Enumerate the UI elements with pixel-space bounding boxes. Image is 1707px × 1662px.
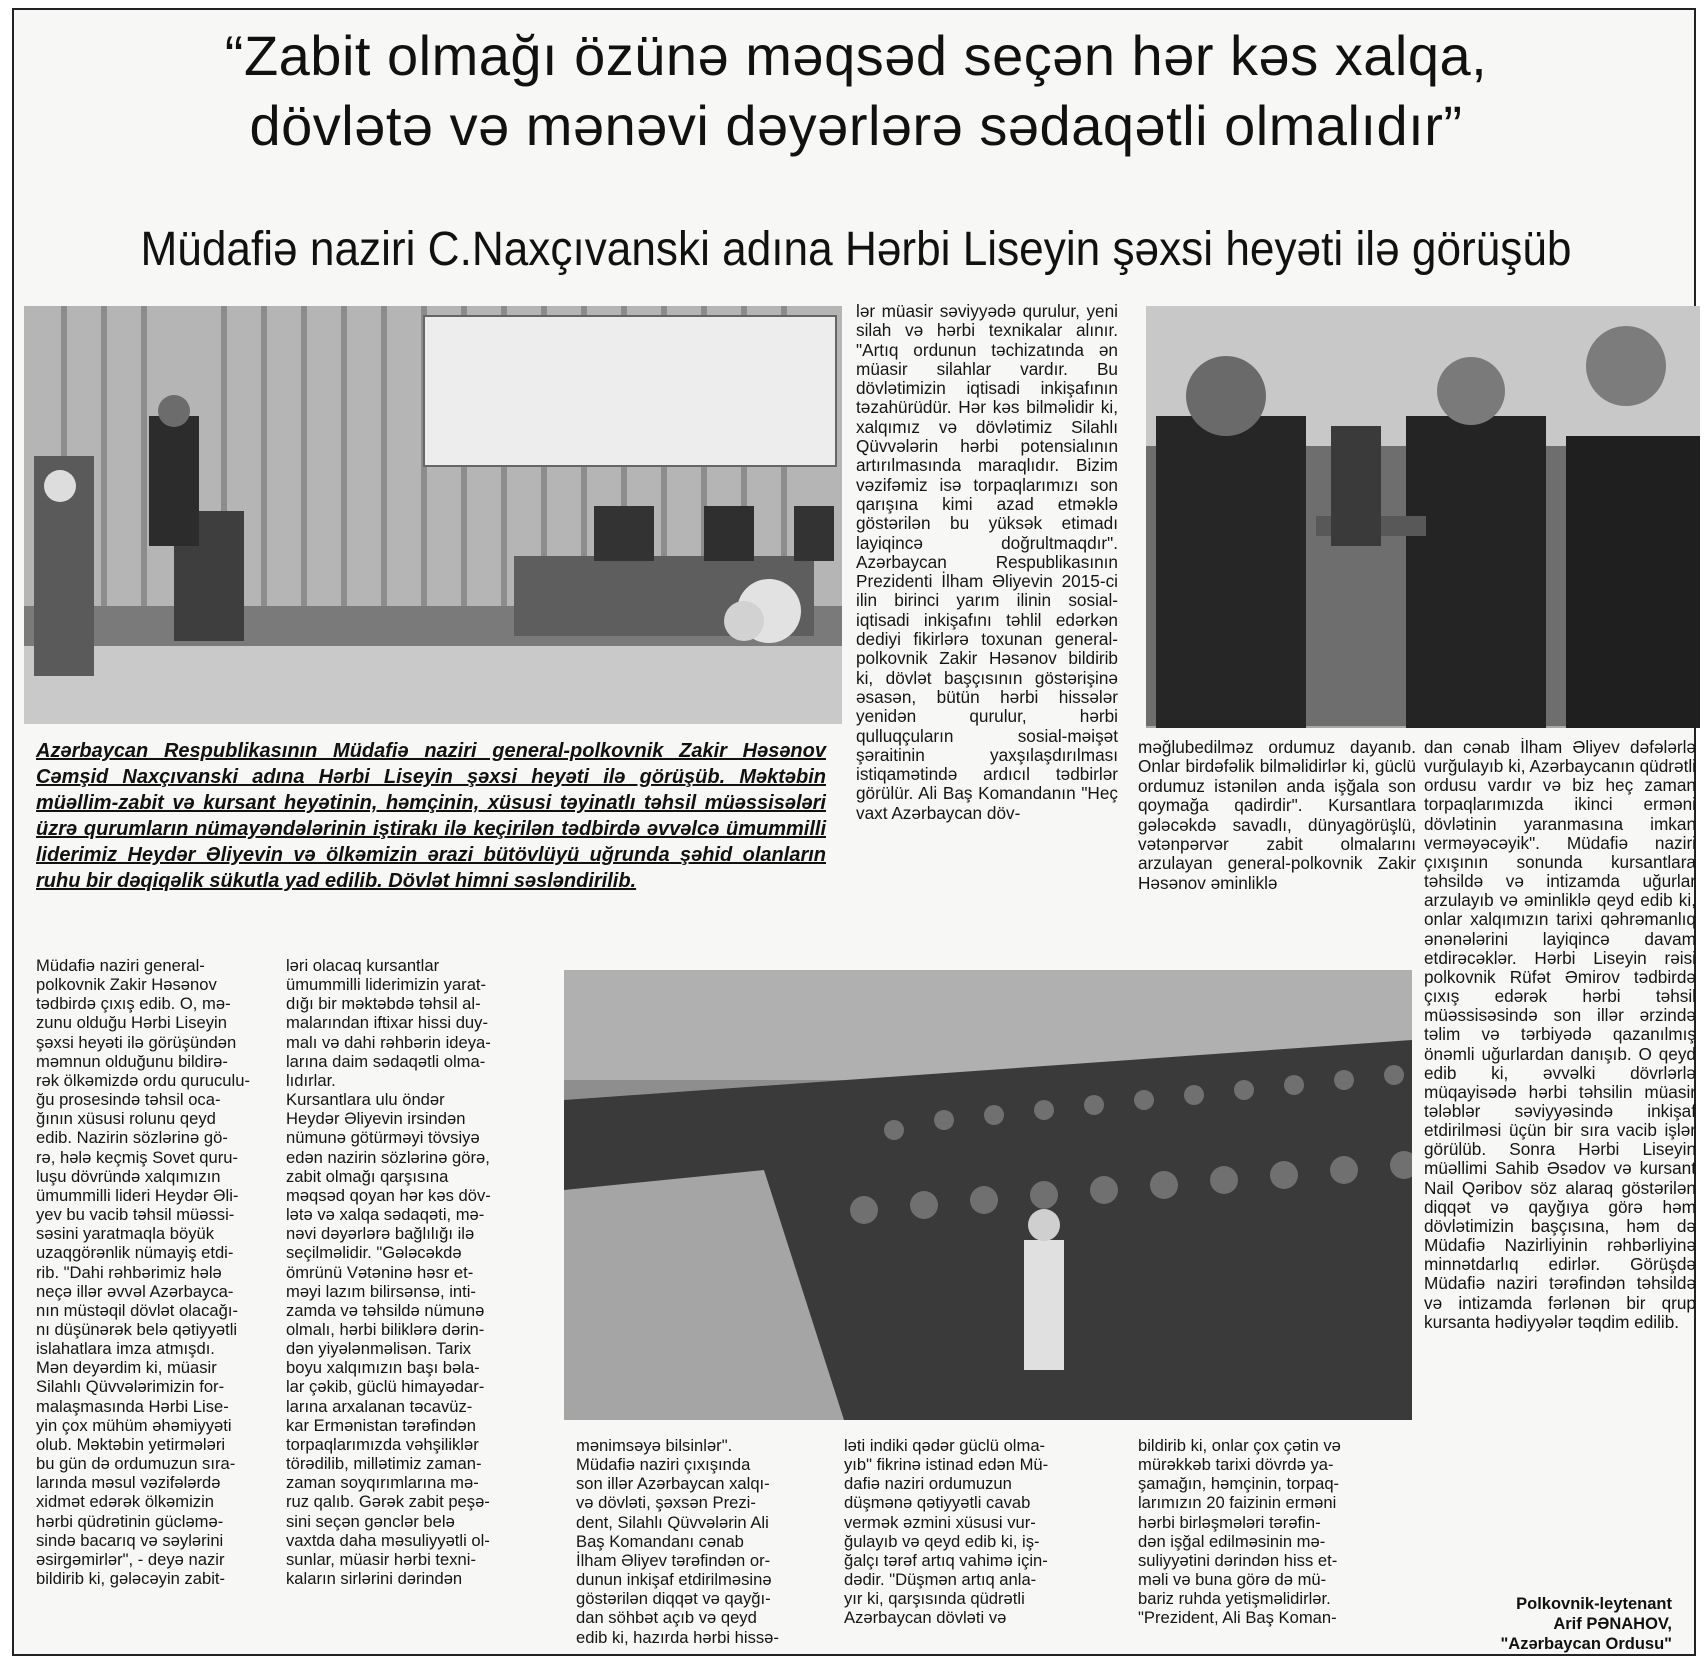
- headline-line-2: dövlətə və mənəvi dəyərlərə sədaqətli olmalıdır”: [249, 94, 1463, 157]
- photo-assembly-crowd: [564, 970, 1412, 1420]
- byline-name: Arif PƏNAHOV,: [1553, 1615, 1672, 1633]
- article-column-middle-top: lər müasir səviyyədə qurulur, yeni silah və hərbi texnikalar alınır. "Artıq ordunun təchizatında ən müasir silahlar vardır. Bu dövlətimizin iqtisadi inkişafının təzahürüdür. Hər kəs bilməlidir ki, xalqımız və dövlətimiz Silahlı Qüvvələrin hərbi potensialının artırılmasında maraqlıdır. Bizim vəzifəmiz isə torpaqlarımızı son qarışına kimi azad etməklə göstərilən bu yüksək etimadı layiqincə doğrultmaqdır". Azərbaycan Respublikasının Prezidenti İlham Əliyevin 2015-ci ilin birinci yarım ilinin sosial-iqtisadi inkişafını təhlil edərkən dediyi fikirlərə toxunan general-polkovnik Zakir Həsənov bildirib ki, dövlət başçısının göstərişinə əsasən, bütün hərbi hissələr yenidən qurulur, hərbi qulluqçuların sosial-məişət şəraitinin yaxşılaşdırılması istiqamətində ardıcıl tədbirlər görülür. Ali Baş Komandanın "Heç vaxt Azərbaycan döv-: [856, 302, 1118, 823]
- article-column-right-a: məğlubedilməz ordumuz dayanıb. Onlar birdəfəlik bilməlidirlər ki, güclü ordumuz istənilən anda işğala son qoymağa qadirdir". Kursantlara gələcəkdə savadlı, dünyagörüşlü, vətənpərvər zabit olmalarını arzulayan general-polkovnik Zakir Həsənov əminliklə: [1138, 738, 1416, 893]
- byline-paper: "Azərbaycan Ordusu": [1500, 1635, 1672, 1653]
- article-column-1: Müdafiə naziri general- polkovnik Zakir Həsənov tədbirdə çıxış edib. O, mə- zunu olduğu Hərbi Liseyin şəxsi heyəti ilə görüşündən məmnun olduğunu bildirə- rək ölkəmizdə ordu quruculu- ğu prosesində təhsil oca- ğının xüsusi rolunu qeyd edib. Nazirin sözlərinə gö- rə, hələ keçmiş Sovet quru- luşu dövründə xalqımızın ümummilli lideri Heydər Əli- yev bu vacib təhsil müəssi- səsini yaratmaqla böyük uzaqgörənlik nümayiş etdi- rib. "Dahi rəhbərimiz hələ neçə illər əvvəl Azərbayca- nın müstəqil dövlət olacağı- nı düşünərək belə qətiyyətli islahatlara imza atmışdı. Mən deyərdim ki, müasir Silahlı Qüvvələrimizin for- malaşmasında Hərbi Lise- yin çox mühüm əhəmiyyəti olub. Məktəbin yetirmələri bu gün də ordumuzun sıra- larında məsul vəzifələrdə xidmət edərək ölkəmizin hərbi qüdrətinin gücləmə- sində bacarıq və səylərini əsirgəmirlər", - deyə nazir bildirib ki, gələcəyin zabit-: [36, 956, 250, 1588]
- photo-handshake: [1146, 306, 1700, 728]
- photo-speaker-podium: [24, 306, 842, 724]
- photo-assembly-image: [564, 970, 1412, 1420]
- article-column-right-b: dan cənab İlham Əliyev dəfələrlə vurğulayıb ki, Azərbaycanın qüdrətli ordusu vardır və biz heç zaman torpaqlarımızda ikinci erməni dövlətinin yaranmasına imkan verməyəcəyik". Müdafiə naziri çıxışının sonunda kursantlara təhsildə və intizamda uğurlar arzulayıb və əminliklə qeyd edib ki, onlar xalqımızın tarixi qəhrəmanlıq ənənələrini layiqincə davam etdirəcəklər. Hərbi Liseyin rəisi polkovnik Rüfət Əmirov tədbirdə çıxış edərək hərbi təhsil müəssisəsində son illər ərzində təlim və tərbiyədə qazanılmış önəmli uğurlardan danışıb. O qeyd edib ki, əvvəlki dövrlərlə müqayisədə hərbi təhsilin müasir tələblər səviyyəsində inkişaf etdirilməsi üçün bir sıra vacib işlər görülüb. Sonra Hərbi Liseyin müəllimi Sahib Əsədov və kursant Nail Qəribov söz alaraq göstərilən diqqət və qayğıya görə həm dövlətimizin başçısına, həm də Müdafiə Nazirliyinin rəhbərliyinə minnətdarlıq edirlər. Görüşdə Müdafiə naziri tərəfindən təhsildə və intizamda fərlənən bir qrup kursanta hədiyyələr təqdim edilib.: [1424, 738, 1696, 1332]
- subheadline: Müdafiə naziri C.Naxçıvanski adına Hərbi Liseyin şəxsi heyəti ilə görüşüb: [140, 223, 1572, 276]
- photo-speaker-podium-image: [24, 306, 842, 724]
- article-column-3: mənimsəyə bilsinlər". Müdafiə naziri çıxışında son illər Azərbaycan xalqı- və dövləti, şəxsən Prezi- dent, Silahlı Qüvvələrin Ali Baş Komandanı cənab İlham Əliyev tərəfindən or- dunun inkişaf etdirilməsinə göstərilən diqqət və qayğı- dan söhbət açıb və qeyd edib ki, hazırda hərbi hissə-: [576, 1436, 779, 1646]
- article-column-5: bildirib ki, onlar çox çətin və mürəkkəb tarixi dövrdə ya- şamağın, həmçinin, torpaq- larımızın 20 faizinin erməni hərbi birləşmələri tərəfin- dən işğal edilməsinin mə- suliyyətini dərindən hiss et- məli və buna görə də mü- bariz ruhda yetişməlidirlər. "Prezident, Ali Baş Koman-: [1138, 1436, 1341, 1628]
- article-column-4: ləti indiki qədər güclü olma- yıb" fikrinə istinad edən Mü- dafiə naziri ordumuzun düşmənə qətiyyətli cavab vermək əzmini xüsusi vur- ğulayıb və qeyd edib ki, iş- ğalçı tərəf artıq vahimə için- dədir. "Düşmən artıq anla- yır ki, qarşısında qüdrətli Azərbaycan dövləti və: [844, 1436, 1049, 1628]
- lead-paragraph: Azərbaycan Respublikasının Müdafiə naziri general-polkovnik Zakir Həsənov Cəmşid Naxçıvanski adına Hərbi Liseyin şəxsi heyəti ilə görüşüb. Məktəbin müəllim-zabit və kursant heyətinin, həmçinin, xüsusi təyinatlı təhsil müəssisələri üzrə qurumların nümayəndələrinin iştirakı ilə keçirilən tədbirdə əvvəlcə ümummilli liderimiz Heydər Əliyevin və ölkəmizin ərazi bütövlüyü uğrunda şəhid olanların ruhu bir dəqiqəlik sükutla yad edilib. Dövlət himni səsləndirilib.: [36, 740, 826, 892]
- photo-handshake-image: [1146, 306, 1700, 728]
- headline-line-1: “Zabit olmağı özünə məqsəd seçən hər kəs xalqa,: [224, 24, 1488, 87]
- newspaper-page: [12, 8, 1696, 1656]
- article-column-2: ləri olacaq kursantlar ümummilli liderimizin yarat- dığı bir məktəbdə təhsil al- malarından iftixar hissi duy- malı və dahi rəhbərin ideya- larına daim sədaqətli olma- lıdırlar. Kursantlara ulu öndər Heydər Əliyevin irsindən nümunə götürməyi tövsiyə edən nazirin sözlərinə görə, zabit olmağı qarşısına məqsəd qoyan hər kəs döv- lətə və xalqa sədaqəti, mə- nəvi dəyərlərə bağlılığı ilə seçilməlidir. "Gələcəkdə ömrünü Vətəninə həsr et- məyi lazım bilirsənsə, inti- zamda və təhsildə nümunə olmalı, hərbi biliklərə dərin- dən yiyələnməlisən. Tarix boyu xalqımızın başı bəla- lar çəkib, güclü himayədar- larına arxalanan təcavüz- kar Ermənistan tərəfindən torpaqlarımızda vəhşiliklər törədilib, millətimiz zaman- zaman soyqırımlarına mə- ruz qalıb. Gərək zabit peşə- sini seçən gənclər belə vaxtda daha məsuliyyətli ol- sunlar, müasir hərbi texni- kaların sirlərini dərindən: [286, 956, 491, 1588]
- byline-rank: Polkovnik-leytenant: [1516, 1595, 1672, 1613]
- byline: [1372, 1594, 1672, 1654]
